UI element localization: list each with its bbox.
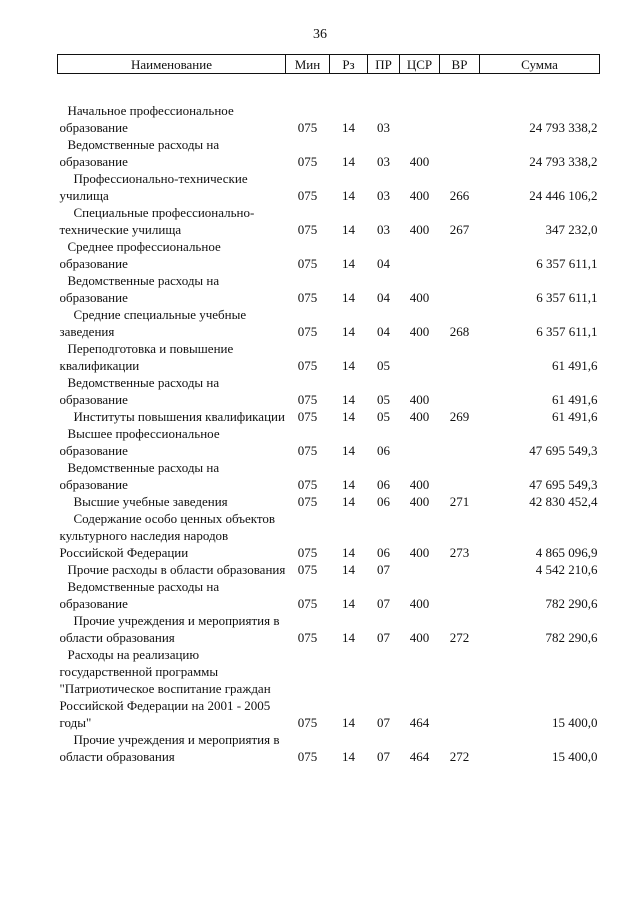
- table-row: [58, 493, 600, 510]
- row-pr-cell: 03: [377, 154, 390, 169]
- row-vr-cell: 268: [449, 324, 470, 339]
- row-name-text: Содержание особо ценных объектов культурного наследия народов Российской Федерации: [59, 511, 276, 560]
- row-sum-cell: 24 793 338,2: [529, 154, 598, 169]
- row-name-cell: [58, 578, 286, 612]
- row-min-cell: 075: [297, 409, 318, 424]
- row-sum-cell: 782 290,6: [545, 596, 598, 611]
- row-rz-cell: 14: [342, 290, 355, 305]
- row-name-text: Прочие учреждения и мероприятия в области образования: [59, 613, 280, 645]
- table-row: [58, 306, 600, 340]
- row-rz-cell: 14: [342, 494, 355, 509]
- row-vr-cell: 272: [449, 630, 470, 645]
- row-sum-cell: 24 446 106,2: [529, 188, 598, 203]
- row-sum-cell: 61 491,6: [552, 392, 598, 407]
- row-pr-cell: 07: [377, 596, 390, 611]
- row-csr-cell: 400: [409, 222, 430, 237]
- row-csr-cell: [400, 425, 440, 459]
- row-name-text: Прочие учреждения и мероприятия в области образования: [59, 732, 280, 764]
- row-sum-cell: 6 357 611,1: [536, 324, 598, 339]
- row-sum-cell: 61 491,6: [552, 358, 598, 373]
- row-name-cell: [58, 408, 286, 425]
- row-pr-cell: 03: [377, 188, 390, 203]
- row-name-cell: [58, 340, 286, 374]
- row-rz-cell: 14: [342, 392, 355, 407]
- row-rz-cell: 14: [342, 188, 355, 203]
- row-name-cell: [58, 646, 286, 731]
- row-name-cell: [58, 238, 286, 272]
- row-vr-cell: 267: [449, 222, 470, 237]
- row-pr-cell: 04: [377, 256, 390, 271]
- row-rz-cell: 14: [342, 154, 355, 169]
- row-vr-cell: [440, 578, 480, 612]
- row-sum-cell: 24 793 338,2: [529, 120, 598, 135]
- row-name-text: Специальные профессионально-технические училища: [59, 205, 255, 237]
- table-row: [58, 170, 600, 204]
- row-name-text: Прочие расходы в области образования: [67, 562, 286, 577]
- row-name-cell: [58, 170, 286, 204]
- row-csr-cell: [400, 238, 440, 272]
- table-row: [58, 510, 600, 561]
- row-name-text: Высшие учебные заведения: [73, 494, 228, 509]
- row-min-cell: 075: [297, 494, 318, 509]
- row-sum-cell: 47 695 549,3: [529, 443, 598, 458]
- row-name-text: Среднее профессиональное образование: [59, 239, 221, 271]
- row-min-cell: 075: [297, 477, 318, 492]
- row-csr-cell: 400: [409, 392, 430, 407]
- table-body: [58, 74, 600, 766]
- row-csr-cell: 400: [409, 188, 430, 203]
- row-csr-cell: 400: [409, 494, 430, 509]
- row-pr-cell: 06: [377, 494, 390, 509]
- table-row: [58, 459, 600, 493]
- row-vr-cell: [440, 374, 480, 408]
- row-rz-cell: 14: [342, 222, 355, 237]
- row-min-cell: 075: [297, 256, 318, 271]
- row-name-text: Ведомственные расходы на образование: [59, 579, 220, 611]
- row-rz-cell: 14: [342, 409, 355, 424]
- row-name-cell: [58, 374, 286, 408]
- row-name-cell: [58, 136, 286, 170]
- table-row: [58, 425, 600, 459]
- row-pr-cell: 06: [377, 443, 390, 458]
- row-vr-cell: 272: [449, 749, 470, 764]
- table-row: [58, 646, 600, 731]
- row-sum-cell: 15 400,0: [552, 749, 598, 764]
- row-csr-cell: 400: [409, 324, 430, 339]
- row-rz-cell: 14: [342, 562, 355, 577]
- row-sum-cell: 61 491,6: [552, 409, 598, 424]
- row-name-text: Расходы на реализацию государственной программы "Патриотическое воспитание граждан Российской Федерации на 2001 - 2005 годы": [59, 647, 271, 730]
- row-min-cell: 075: [297, 222, 318, 237]
- row-vr-cell: 266: [449, 188, 470, 203]
- row-pr-cell: 07: [377, 749, 390, 764]
- row-name-text: Ведомственные расходы на образование: [59, 137, 220, 169]
- row-sum-cell: 4 865 096,9: [535, 545, 598, 560]
- row-csr-cell: 400: [409, 630, 430, 645]
- row-pr-cell: 07: [377, 562, 390, 577]
- row-name-cell: [58, 510, 286, 561]
- row-rz-cell: 14: [342, 596, 355, 611]
- row-sum-cell: 6 357 611,1: [536, 290, 598, 305]
- row-name-cell: [58, 204, 286, 238]
- row-min-cell: 075: [297, 358, 318, 373]
- row-rz-cell: 14: [342, 324, 355, 339]
- row-min-cell: 075: [297, 120, 318, 135]
- budget-table: [57, 54, 600, 765]
- row-sum-cell: 47 695 549,3: [529, 477, 598, 492]
- row-vr-cell: [440, 340, 480, 374]
- row-csr-cell: 400: [409, 545, 430, 560]
- row-vr-cell: [440, 272, 480, 306]
- row-min-cell: 075: [297, 290, 318, 305]
- row-sum-cell: 42 830 452,4: [529, 494, 598, 509]
- header-sum: Сумма: [480, 55, 600, 74]
- row-min-cell: 075: [297, 324, 318, 339]
- row-vr-cell: [440, 561, 480, 578]
- row-name-cell: [58, 459, 286, 493]
- row-vr-cell: [440, 425, 480, 459]
- row-pr-cell: 05: [377, 358, 390, 373]
- header-csr: ЦСР: [400, 55, 440, 74]
- table-row: [58, 238, 600, 272]
- row-min-cell: 075: [297, 154, 318, 169]
- row-rz-cell: 14: [342, 256, 355, 271]
- row-pr-cell: 04: [377, 290, 390, 305]
- row-name-cell: [58, 102, 286, 136]
- row-name-text: Средние специальные учебные заведения: [59, 307, 247, 339]
- row-pr-cell: 05: [377, 392, 390, 407]
- table-row: [58, 102, 600, 136]
- row-name-cell: [58, 731, 286, 765]
- table-row: [58, 731, 600, 765]
- row-vr-cell: [440, 102, 480, 136]
- row-name-text: Переподготовка и повышение квалификации: [59, 341, 234, 373]
- table-row: [58, 408, 600, 425]
- row-name-text: Ведомственные расходы на образование: [59, 375, 220, 407]
- row-name-cell: [58, 306, 286, 340]
- row-csr-cell: [400, 561, 440, 578]
- row-min-cell: 075: [297, 545, 318, 560]
- row-name-text: Институты повышения квалификации: [73, 409, 285, 424]
- row-rz-cell: 14: [342, 715, 355, 730]
- row-min-cell: 075: [297, 562, 318, 577]
- row-sum-cell: 4 542 210,6: [535, 562, 598, 577]
- row-rz-cell: 14: [342, 477, 355, 492]
- row-pr-cell: 04: [377, 324, 390, 339]
- row-name-text: Профессионально-технические училища: [59, 171, 248, 203]
- row-csr-cell: 400: [409, 290, 430, 305]
- table-row: [58, 204, 600, 238]
- row-rz-cell: 14: [342, 749, 355, 764]
- row-vr-cell: [440, 646, 480, 731]
- row-pr-cell: 03: [377, 120, 390, 135]
- row-pr-cell: 05: [377, 409, 390, 424]
- table-row: [58, 272, 600, 306]
- row-min-cell: 075: [297, 443, 318, 458]
- row-name-text: Ведомственные расходы на образование: [59, 273, 220, 305]
- table-row: [58, 612, 600, 646]
- row-vr-cell: 271: [449, 494, 470, 509]
- row-vr-cell: [440, 459, 480, 493]
- row-name-cell: [58, 425, 286, 459]
- row-name-cell: [58, 493, 286, 510]
- row-pr-cell: 07: [377, 715, 390, 730]
- row-pr-cell: 06: [377, 477, 390, 492]
- row-vr-cell: [440, 238, 480, 272]
- row-pr-cell: 07: [377, 630, 390, 645]
- row-pr-cell: 06: [377, 545, 390, 560]
- row-pr-cell: 03: [377, 222, 390, 237]
- row-csr-cell: [400, 340, 440, 374]
- page-number: 36: [313, 27, 327, 42]
- table-row: [58, 561, 600, 578]
- row-vr-cell: 269: [449, 409, 470, 424]
- row-rz-cell: 14: [342, 545, 355, 560]
- row-min-cell: 075: [297, 630, 318, 645]
- row-csr-cell: [400, 102, 440, 136]
- row-rz-cell: 14: [342, 120, 355, 135]
- row-csr-cell: 464: [409, 715, 430, 730]
- header-pr: ПР: [368, 55, 400, 74]
- row-csr-cell: 400: [409, 154, 430, 169]
- row-name-cell: [58, 561, 286, 578]
- table-header: [58, 55, 600, 74]
- row-min-cell: 075: [297, 188, 318, 203]
- row-min-cell: 075: [297, 749, 318, 764]
- row-name-text: Начальное профессиональное образование: [59, 103, 234, 135]
- table-row: [58, 136, 600, 170]
- row-vr-cell: 273: [449, 545, 470, 560]
- row-sum-cell: 347 232,0: [545, 222, 598, 237]
- row-min-cell: 075: [297, 392, 318, 407]
- table-row: [58, 340, 600, 374]
- row-name-text: Высшее профессиональное образование: [59, 426, 220, 458]
- header-min: Мин: [286, 55, 330, 74]
- header-rz: Рз: [330, 55, 368, 74]
- row-vr-cell: [440, 136, 480, 170]
- header-name: Наименование: [58, 55, 286, 74]
- row-min-cell: 075: [297, 715, 318, 730]
- row-csr-cell: 400: [409, 477, 430, 492]
- row-sum-cell: 6 357 611,1: [536, 256, 598, 271]
- row-sum-cell: 782 290,6: [545, 630, 598, 645]
- table-row: [58, 578, 600, 612]
- row-rz-cell: 14: [342, 443, 355, 458]
- row-min-cell: 075: [297, 596, 318, 611]
- row-csr-cell: 400: [409, 596, 430, 611]
- row-rz-cell: 14: [342, 630, 355, 645]
- row-sum-cell: 15 400,0: [552, 715, 598, 730]
- row-rz-cell: 14: [342, 358, 355, 373]
- header-vr: ВР: [440, 55, 480, 74]
- row-csr-cell: 400: [409, 409, 430, 424]
- table-row: [58, 374, 600, 408]
- row-csr-cell: 464: [409, 749, 430, 764]
- row-name-cell: [58, 272, 286, 306]
- row-name-text: Ведомственные расходы на образование: [59, 460, 220, 492]
- row-name-cell: [58, 612, 286, 646]
